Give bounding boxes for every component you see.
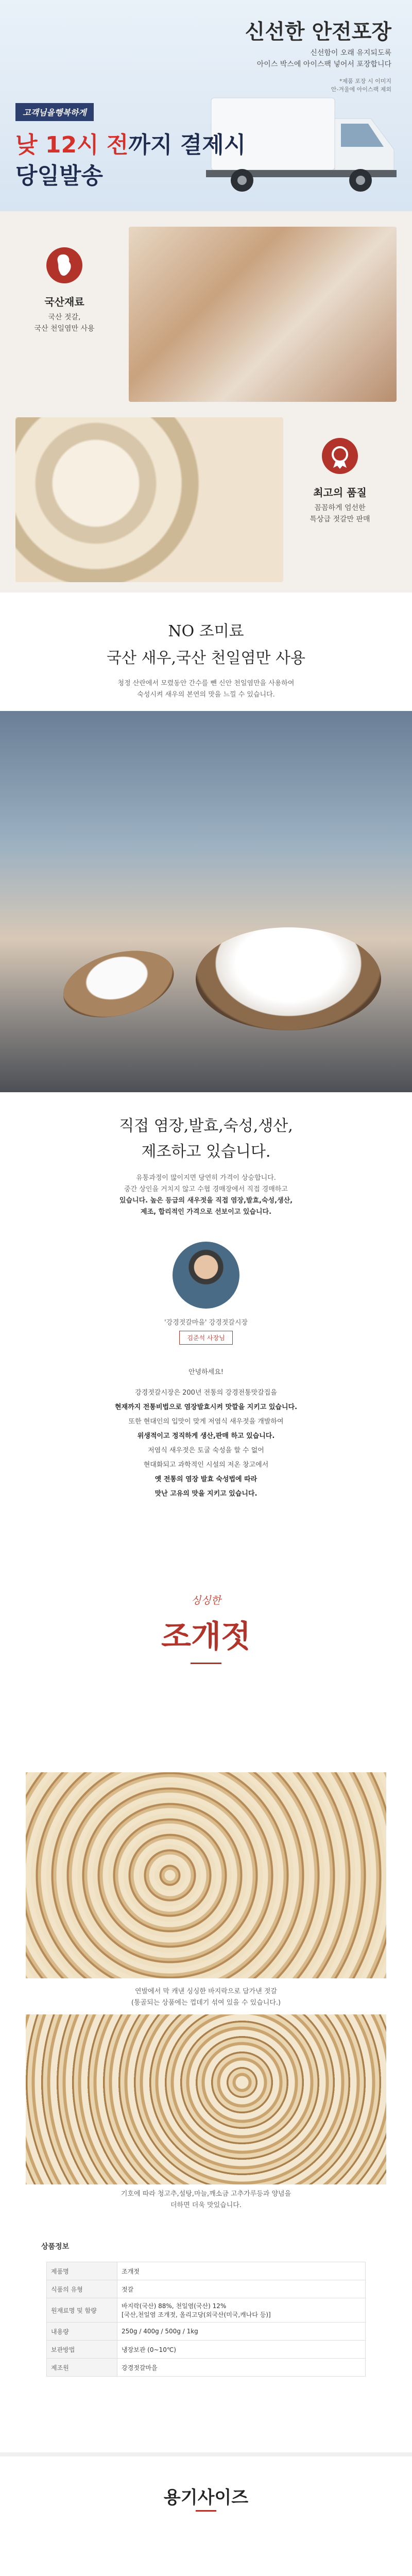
shipping-deadline: 낮 12시 전: [15, 132, 129, 158]
info-key: 내용량: [47, 2323, 117, 2341]
product-desc-line: (통골되는 상품에는 껍데기 섞여 있을 수 있습니다.): [131, 1999, 281, 2007]
ceo-message-line: 안녕하세요!: [188, 1368, 224, 1376]
size-divider: [0, 2452, 412, 2456]
info-table-row: [47, 2298, 366, 2323]
info-table-row: [47, 2341, 366, 2359]
salt-scoop-image: [56, 940, 181, 1029]
product-info-label: 상품정보: [41, 2243, 70, 2251]
info-table-row: [47, 2323, 366, 2341]
direct-title-line2: 제조하고 있습니다.: [141, 1143, 271, 1161]
no-msg-subtitle: 국산 새우,국산 천일염만 사용: [107, 649, 305, 667]
jar-row: [0, 2571, 412, 2576]
feature-section: [0, 211, 412, 592]
shipping-deadline-rest: 까지 결제시: [128, 132, 246, 158]
feature-description: 꼼꼼하게 엄선한 특상급 젓갈만 판매: [310, 504, 370, 523]
product-title-small: 싱싱한: [191, 1594, 221, 1606]
direct-title-line1: 직접 염장,발효,숙성,생산,: [119, 1117, 293, 1135]
ceo-greeting-section: [0, 1226, 412, 1582]
ceo-message-line: 위생적이고 정직하게 생산,판매 하고 있습니다.: [137, 1432, 275, 1440]
feature-title: 최고의 품질: [313, 486, 367, 499]
feature-title: 국산재료: [44, 296, 84, 308]
ceo-avatar: [173, 1242, 239, 1309]
size-title-underline: [196, 2510, 216, 2512]
clam-bowl-photo: [26, 1772, 386, 1978]
no-msg-title: NO 조미료: [168, 622, 244, 640]
no-msg-section: [0, 592, 412, 711]
ceo-message: [0, 1365, 412, 1501]
info-key: 제품명: [47, 2262, 117, 2280]
ceo-caption: '강경젓갈마을' 강경젓갈시장: [164, 1319, 248, 1327]
direct-desc-line: 중간 상인을 거치지 않고 수협 경매장에서 직접 경매하고: [124, 1185, 288, 1193]
info-value: 강경젓갈마을: [117, 2359, 366, 2377]
product-desc-line: 기호에 따라 청고추,설탕,마늘,깨소금 고추가루등과 양념을: [121, 2190, 291, 2198]
product-desc-line: 연발에서 막 캐낸 싱싱한 바지락으로 담가낸 젓갈: [135, 1988, 277, 1995]
info-value: 바지락(국산) 88%, 천일염(국산) 12% [국산,천일염 조개젓, 올리고당(외국산(미국,캐나다 등)]: [117, 2298, 366, 2323]
product-bowl-photo: [15, 417, 283, 582]
clam-photo-section: [0, 1772, 412, 2215]
same-day-shipping-line1: [15, 126, 246, 159]
product-desc-line: 더하면 더욱 맛있습니다.: [170, 2201, 242, 2209]
same-day-shipping-line2: 당일발송: [15, 163, 104, 189]
size-title: 용기사이즈: [163, 2487, 249, 2508]
ceo-message-line: 강경젓갈시장은 200년 전통의 강경전통맛갈집을: [135, 1389, 277, 1397]
ceo-message-line: 옛 전통의 염장 발효 숙성법에 따라: [154, 1476, 258, 1483]
ceo-message-line: 맛난 고유의 맛을 지키고 있습니다.: [154, 1490, 258, 1498]
container-size-section: [0, 2452, 412, 2576]
info-key: 원재료명 및 함량: [47, 2298, 117, 2323]
banner-title: 신선한 안전포장: [245, 20, 391, 44]
direct-desc-line: 있습니다. 높은 등급의 새우젓을 직접 염장,발효,숙성,생산,: [119, 1197, 293, 1205]
ceo-name-badge: 김준석 사장님: [179, 1331, 232, 1345]
no-msg-description: 청정 산란에서 모렸동안 간수를 뺀 신안 천일염만을 사용하여 숙성시켜 새우의 본연의 맛을 느낄 수 있습니다.: [117, 680, 295, 699]
info-value: 젓갈: [117, 2280, 366, 2298]
product-desc-bottom: [0, 2189, 412, 2211]
title-underline: [191, 1663, 221, 1664]
ceo-message-line: 또한 현대인의 입맛이 맞게 저염식 새우젓을 개발하여: [128, 1418, 284, 1426]
banner-description: 신선함이 오래 유지되도록 아이스 박스에 아이스팩 넣어서 포장합니다: [256, 49, 391, 69]
medal-icon: [322, 438, 358, 474]
brand-logo-text: 고객님을행복하게: [23, 108, 87, 117]
sea-salt-photo: [0, 711, 412, 1092]
info-table-row: [47, 2280, 366, 2298]
ceo-message-line: 저염식 새우젓은 토굴 숙성을 할 수 없어: [148, 1447, 264, 1454]
direct-production-section: [0, 1092, 412, 1226]
info-value: 냉장보관 (0~10℃): [117, 2341, 366, 2359]
product-info-table: [46, 2262, 366, 2377]
shrimp-bowl-photo: [129, 227, 397, 402]
ceo-message-line: 현재까지 전통비법으로 염장발효시켜 맛깔을 지키고 있습니다.: [114, 1403, 298, 1411]
product-title-section: [0, 1582, 412, 1772]
info-key: 제조원: [47, 2359, 117, 2377]
clam-closeup-photo: [26, 2014, 386, 2184]
product-title-big: 조개젓: [161, 1619, 251, 1655]
direct-description: [0, 1173, 412, 1218]
direct-desc-line: 유통과정이 많이지면 당연히 가격이 상승합니다.: [136, 1174, 276, 1182]
product-desc-top: [0, 1986, 412, 2009]
info-table-row: [47, 2359, 366, 2377]
salt-bowl-image: [196, 927, 381, 1030]
info-table-row: [47, 2262, 366, 2280]
info-value: 250g / 400g / 500g / 1kg: [117, 2323, 366, 2341]
info-key: 보관방법: [47, 2341, 117, 2359]
brand-logo: [15, 103, 94, 121]
info-value: 조개젓: [117, 2262, 366, 2280]
ceo-message-line: 현대화되고 과학적인 시설의 저온 창고에서: [143, 1461, 269, 1469]
direct-desc-line: 제조, 합리적인 가격으로 선보이고 있습니다.: [140, 1208, 272, 1216]
shipping-banner: [0, 0, 412, 211]
banner-note: *제품 포장 시 이미지 안-겨울에 아이스팩 제외: [331, 78, 391, 93]
product-info-section: [0, 2215, 412, 2452]
info-key: 식품의 유형: [47, 2280, 117, 2298]
korea-map-icon: [46, 247, 82, 283]
feature-description: 국산 젓갈, 국산 천일염만 사용: [34, 313, 95, 333]
